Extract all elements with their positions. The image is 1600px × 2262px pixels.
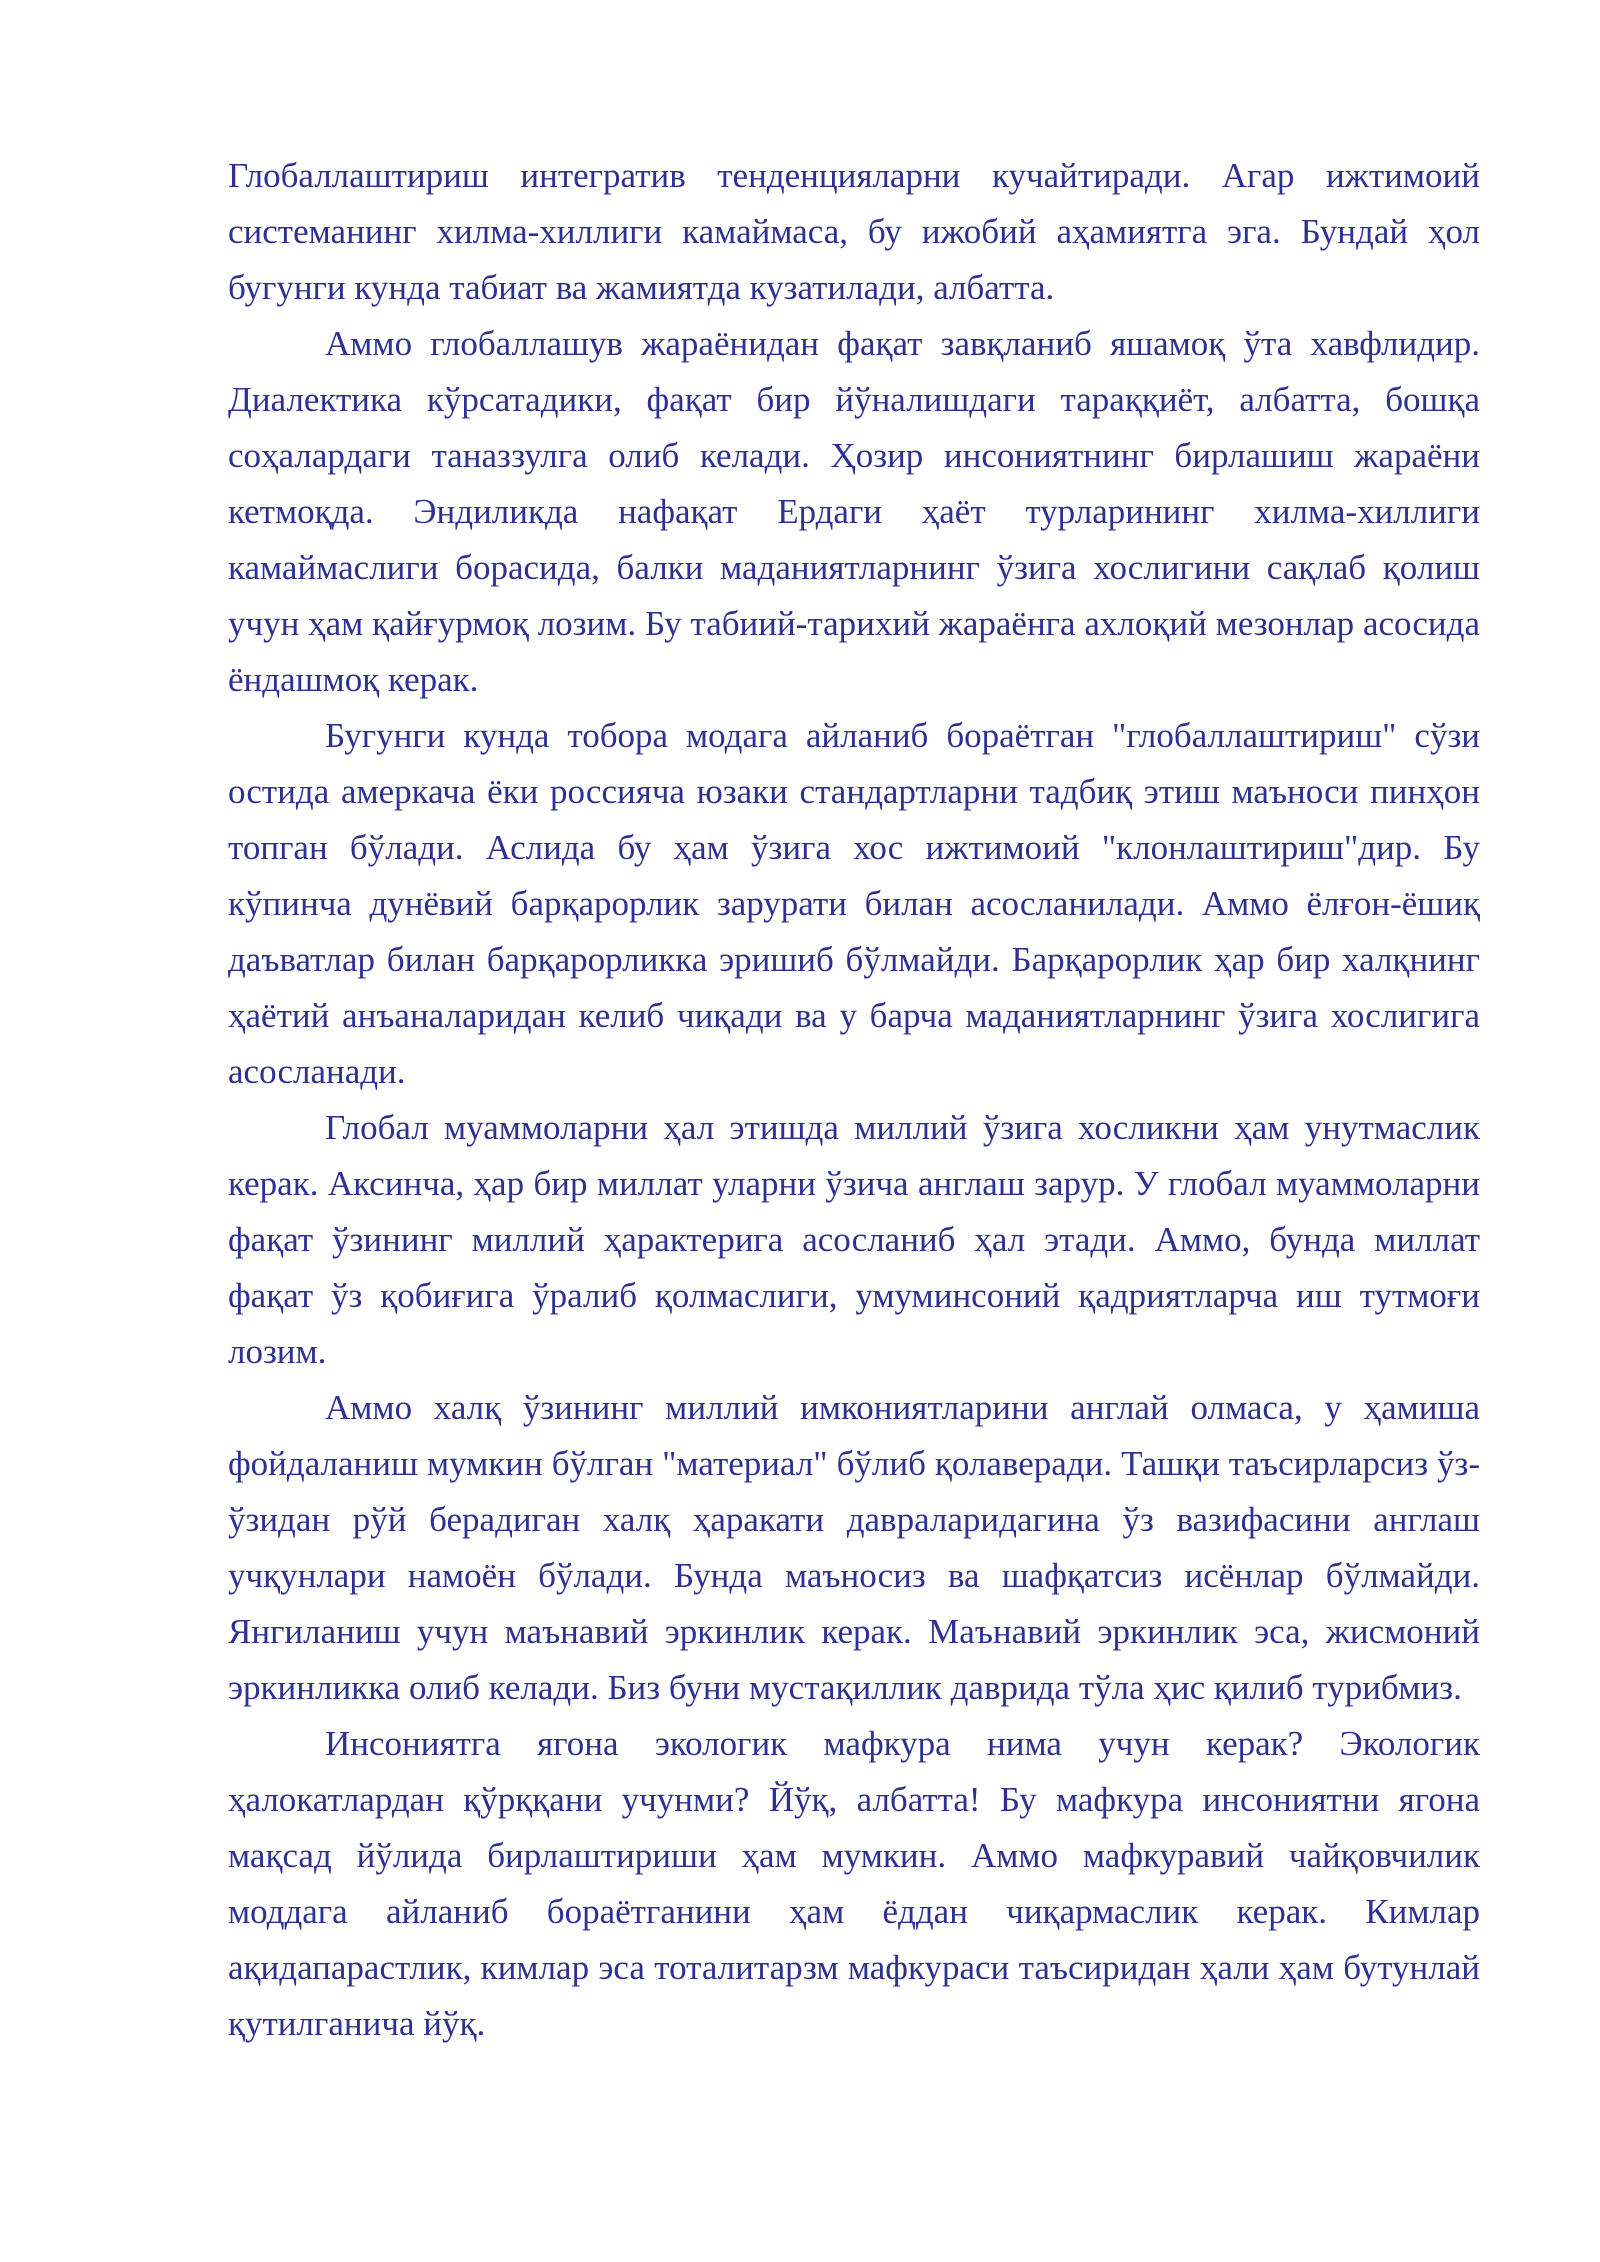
- paragraph-1: Глобаллаштириш интегратив тенденцияларни кучайтиради. Агар ижтимоий системанинг хилма-хиллиги камаймаса, бу ижобий аҳамиятга эга. Бундай ҳол бугунги кунда табиат ва жамиятда кузатилади, албатта.: [228, 156, 1480, 307]
- paragraph-2: Аммо глобаллашув жараёнидан фақат завқланиб яшамоқ ўта хавфлидир. Диалектика кўрсатадики, фақат бир йўналишдаги тараққиёт, албатта, бошқа соҳалардаги таназзулга олиб келади. Ҳозир инсониятнинг бирлашиш жараёни кетмоқда. Эндиликда нафақат Ердаги ҳаёт турларининг хилма-хиллиги камаймаслиги борасида, балки маданиятларнинг ўзига хослигини сақлаб қолиш учун ҳам қайғурмоқ лозим. Бу табиий-тарихий жараёнга ахлоқий мезонлар асосида ёндашмоқ керак.: [228, 324, 1480, 699]
- paragraph-4: Глобал муаммоларни ҳал этишда миллий ўзига хосликни ҳам унутмаслик керак. Аксинча, ҳар бир миллат уларни ўзича англаш зарур. У глобал муаммоларни фақат ўзининг миллий ҳарактерига асосланиб ҳал этади. Аммо, бунда миллат фақат ўз қобиғига ўралиб қолмаслиги, умуминсоний қадриятларча иш тутмоғи лозим.: [228, 1108, 1480, 1371]
- document-body: [228, 148, 1480, 2052]
- paragraph-3: Бугунги кунда тобора модага айланиб бораётган "глобаллаштириш" сўзи остида амеркача ёки россияча юзаки стандартларни тадбиқ этиш маъноси пинҳон топган бўлади. Аслида бу ҳам ўзига хос ижтимоий "клонлаштириш"дир. Бу кўпинча дунёвий барқарорлик зарурати билан асосланилади. Аммо ёлғон-ёшиқ даъватлар билан барқарорликка эришиб бўлмайди. Барқарорлик ҳар бир халқнинг ҳаётий анъаналаридан келиб чиқади ва у барча маданиятларнинг ўзига хослигига асосланади.: [228, 716, 1480, 1091]
- paragraph-5: Аммо халқ ўзининг миллий имкониятларини англай олмаса, у ҳамиша фойдаланиш мумкин бўлган "материал" бўлиб қолаверади. Ташқи таъсирларсиз ўз-ўзидан рўй берадиган халқ ҳаракати давраларидагина ўз вазифасини англаш учқунлари намоён бўлади. Бунда маъносиз ва шафқатсиз исёнлар бўлмайди. Янгиланиш учун маънавий эркинлик керак. Маънавий эркинлик эса, жисмоний эркинликка олиб келади. Биз буни мустақиллик даврида тўла ҳис қилиб турибмиз.: [228, 1388, 1480, 1707]
- paragraph-6: Инсониятга ягона экологик мафкура нима учун керак? Экологик ҳалокатлардан қўрққани учунми? Йўқ, албатта! Бу мафкура инсониятни ягона мақсад йўлида бирлаштириши ҳам мумкин. Аммо мафкуравий чайқовчилик моддага айланиб бораётганини ҳам ёддан чиқармаслик керак. Кимлар ақидапарастлик, кимлар эса тоталитарзм мафкураси таъсиридан ҳали ҳам бутунлай қутилганича йўқ.: [228, 1724, 1480, 2043]
